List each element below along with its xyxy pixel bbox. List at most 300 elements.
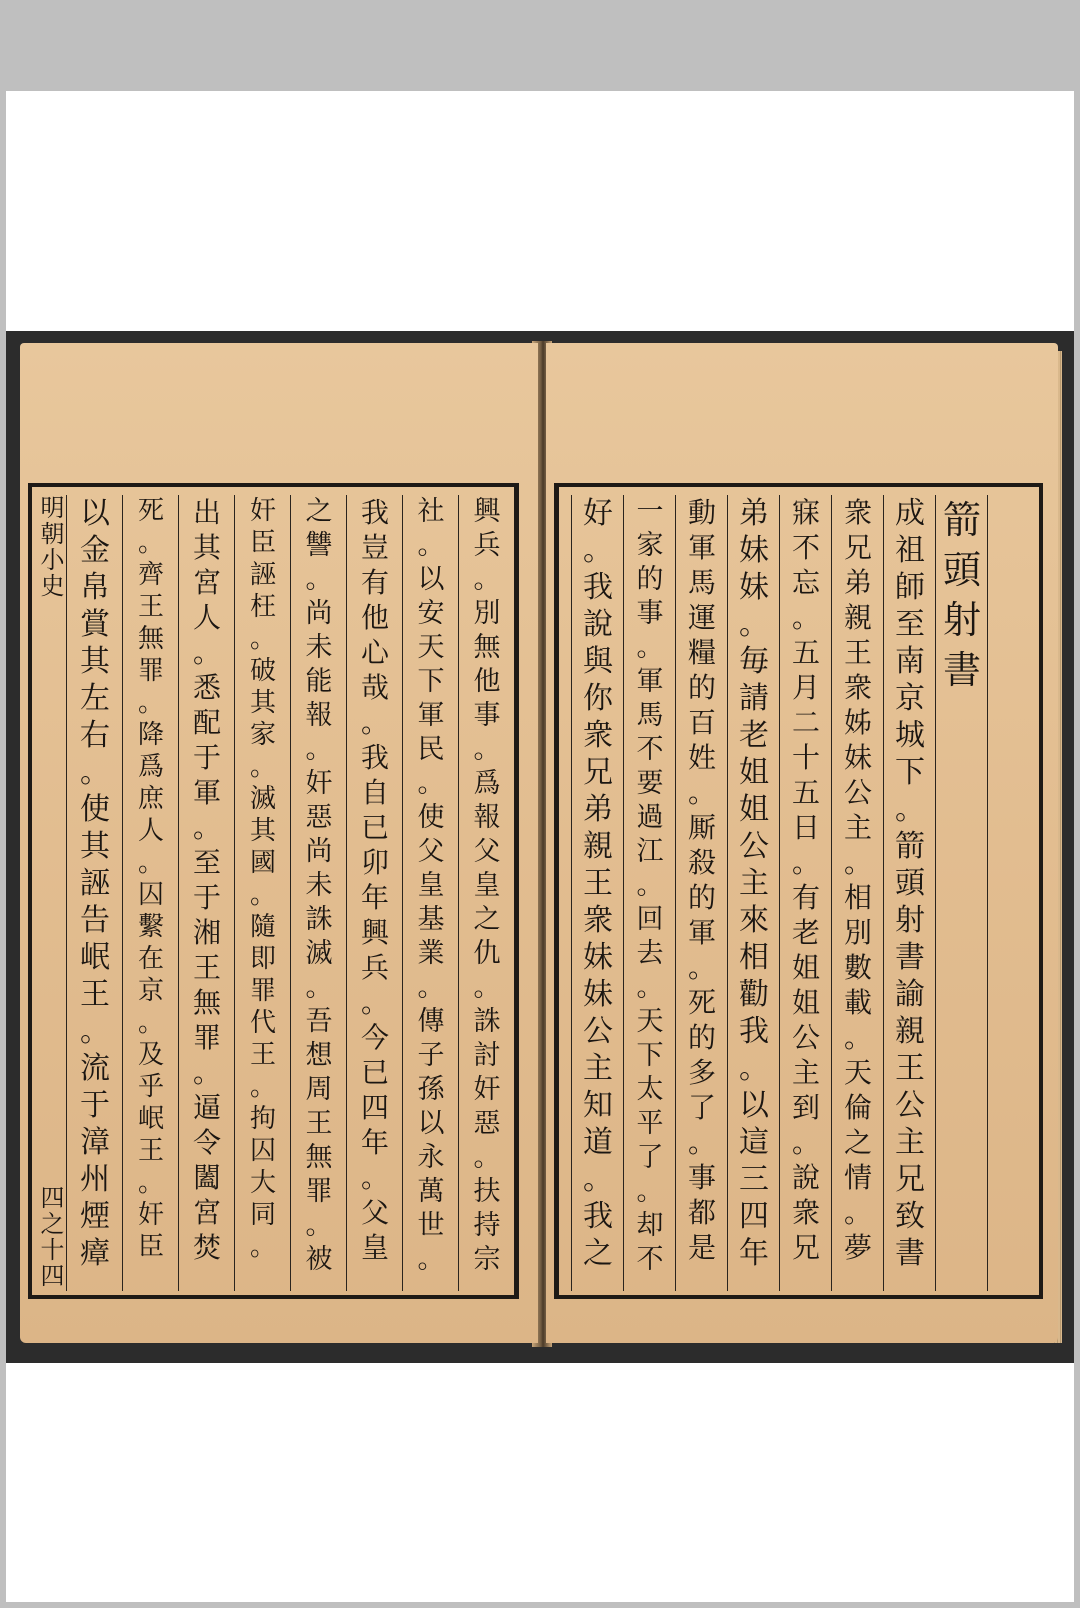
- glyph: 。: [636, 632, 664, 663]
- glyph: 。: [791, 601, 820, 634]
- glyph: 老: [791, 916, 820, 949]
- glyph: 滅: [249, 784, 276, 814]
- glyph: 城: [895, 718, 925, 753]
- glyph: 妹: [843, 741, 872, 774]
- glyph: 相: [739, 940, 769, 975]
- glyph: 出: [192, 496, 221, 529]
- glyph: 。: [417, 1244, 445, 1275]
- glyph: 爲: [473, 768, 501, 799]
- glyph: 毎: [739, 644, 769, 679]
- glyph: 。: [417, 972, 445, 1003]
- glyph: 家: [636, 530, 664, 561]
- glyph: 別: [843, 916, 872, 949]
- glyph: 了: [687, 1091, 716, 1124]
- glyph: 子: [417, 1040, 445, 1071]
- glyph: 書: [942, 648, 981, 692]
- glyph: 王: [895, 1051, 925, 1086]
- right-page: [546, 343, 1058, 1343]
- glyph: 他: [360, 601, 389, 634]
- glyph: 皇: [473, 870, 501, 901]
- glyph: 姐: [791, 986, 820, 1019]
- glyph: 。: [739, 607, 769, 642]
- glyph: 成: [895, 496, 925, 531]
- glyph: 。: [843, 846, 872, 879]
- glyph: 于: [192, 881, 221, 914]
- left-page: [20, 343, 538, 1343]
- glyph: 姐: [739, 792, 769, 827]
- glyph: 。: [473, 734, 501, 765]
- glyph: 流: [80, 1051, 110, 1086]
- glyph: 軍: [687, 916, 716, 949]
- glyph: 國: [249, 848, 276, 878]
- glyph: 配: [192, 706, 221, 739]
- glyph: 姐: [739, 755, 769, 790]
- glyph: 馬: [687, 566, 716, 599]
- glyph: 王: [192, 951, 221, 984]
- glyph: 載: [843, 986, 872, 1019]
- glyph: 主: [583, 1051, 613, 1086]
- book-scan: [6, 331, 1074, 1363]
- glyph: 來: [739, 903, 769, 938]
- glyph: 奸: [249, 496, 276, 526]
- glyph: 同: [249, 1200, 276, 1230]
- glyph: 親: [583, 829, 613, 864]
- glyph: 王: [249, 1040, 276, 1070]
- glyph: 卯: [360, 846, 389, 879]
- glyph: 州: [80, 1162, 110, 1197]
- glyph: 弟: [739, 496, 769, 531]
- glyph: 右: [80, 718, 110, 753]
- glyph: 姓: [687, 741, 716, 774]
- glyph: 之: [843, 1126, 872, 1159]
- glyph: 弟: [583, 792, 613, 827]
- glyph: 軍: [687, 531, 716, 564]
- glyph: 其: [192, 531, 221, 564]
- glyph: 。: [360, 706, 389, 739]
- glyph: 大: [249, 1168, 276, 1198]
- glyph: 頭: [895, 866, 925, 901]
- glyph: 十: [791, 741, 820, 774]
- glyph: 周: [305, 1074, 333, 1105]
- glyph: 哉: [360, 671, 389, 704]
- glyph: 的: [636, 564, 664, 595]
- glyph: 焚: [192, 1231, 221, 1264]
- glyph: 。: [305, 1210, 333, 1241]
- glyph: 衆: [843, 496, 872, 529]
- glyph: 弟: [843, 566, 872, 599]
- glyph: 。: [137, 1008, 164, 1038]
- glyph: 了: [636, 1142, 664, 1173]
- glyph: 好: [583, 496, 613, 531]
- glyph: 。: [687, 776, 716, 809]
- glyph: 未: [305, 870, 333, 901]
- glyph: 衆: [843, 671, 872, 704]
- glyph: 惡: [305, 802, 333, 833]
- glyph: 。: [360, 1161, 389, 1194]
- glyph: 兵: [473, 530, 501, 561]
- glyph: 。: [417, 530, 445, 561]
- glyph: 。: [137, 528, 164, 558]
- glyph: 。: [137, 1168, 164, 1198]
- glyph: 主: [739, 866, 769, 901]
- glyph: 姐: [791, 951, 820, 984]
- glyph: 想: [305, 1040, 333, 1071]
- glyph: 煙: [80, 1199, 110, 1234]
- glyph: 誣: [80, 866, 110, 901]
- glyph: 。: [843, 1196, 872, 1229]
- glyph: 賞: [80, 607, 110, 642]
- glyph: 滅: [305, 938, 333, 969]
- glyph: 奸: [137, 1200, 164, 1230]
- text-column: [883, 495, 936, 1291]
- glyph: 死: [137, 496, 164, 526]
- glyph: 不: [791, 531, 820, 564]
- glyph: 。: [305, 734, 333, 765]
- glyph: 能: [305, 666, 333, 697]
- glyph: 罪: [305, 1176, 333, 1207]
- glyph: 箭: [895, 829, 925, 864]
- glyph: 業: [417, 938, 445, 969]
- text-column: [346, 495, 403, 1291]
- glyph: 數: [843, 951, 872, 984]
- glyph: 。: [360, 986, 389, 1019]
- glyph: 軍: [192, 776, 221, 809]
- glyph: 。: [192, 636, 221, 669]
- glyph: 運: [687, 601, 716, 634]
- glyph: 自: [360, 776, 389, 809]
- glyph: 主: [791, 1056, 820, 1089]
- glyph: 天: [843, 1056, 872, 1089]
- glyph: 一: [636, 496, 664, 527]
- glyph: 去: [636, 938, 664, 969]
- glyph: 宮: [192, 1196, 221, 1229]
- text-column: [727, 495, 780, 1291]
- glyph: 囚: [249, 1136, 276, 1166]
- glyph: 及: [137, 1040, 164, 1070]
- glyph: 祖: [895, 533, 925, 568]
- glyph: 。: [791, 846, 820, 879]
- glyph: 父: [360, 1196, 389, 1229]
- glyph: 年: [360, 1126, 389, 1159]
- text-column: [66, 495, 123, 1291]
- glyph: 。: [636, 870, 664, 901]
- glyph: 使: [80, 792, 110, 827]
- glyph: 。: [791, 1126, 820, 1159]
- glyph: 。: [249, 624, 276, 654]
- glyph: 持: [473, 1210, 501, 1241]
- glyph: 即: [249, 944, 276, 974]
- glyph: 心: [360, 636, 389, 669]
- glyph: 皇: [360, 1231, 389, 1264]
- glyph: 倫: [843, 1091, 872, 1124]
- text-column: [623, 495, 676, 1291]
- glyph: 金: [80, 533, 110, 568]
- glyph: 與: [583, 644, 613, 679]
- glyph: 妹: [739, 533, 769, 568]
- glyph: 以: [417, 564, 445, 595]
- glyph: 興: [473, 496, 501, 527]
- glyph: 世: [417, 1210, 445, 1241]
- glyph: 下: [636, 1040, 664, 1071]
- glyph: 瘴: [80, 1236, 110, 1271]
- glyph: 公: [739, 829, 769, 864]
- text-column: [458, 495, 515, 1291]
- glyph: 回: [636, 904, 664, 935]
- glyph: 臣: [249, 528, 276, 558]
- glyph: 。: [192, 811, 221, 844]
- glyph: 其: [80, 644, 110, 679]
- glyph: 萬: [417, 1176, 445, 1207]
- glyph: 兄: [791, 1231, 820, 1264]
- glyph: 奸: [473, 1074, 501, 1105]
- glyph: 誅: [305, 904, 333, 935]
- glyph: 。: [249, 752, 276, 782]
- glyph: 今: [360, 1021, 389, 1054]
- glyph: 的: [687, 881, 716, 914]
- glyph: 師: [895, 570, 925, 605]
- glyph: 隨: [249, 912, 276, 942]
- glyph: 齊: [137, 560, 164, 590]
- glyph: 父: [417, 836, 445, 867]
- glyph: 頭: [942, 548, 981, 592]
- glyph: 事: [473, 700, 501, 731]
- glyph: 糧: [687, 636, 716, 669]
- glyph: 岷: [137, 1104, 164, 1134]
- text-column: [935, 495, 988, 1291]
- glyph: 。: [80, 755, 110, 790]
- glyph: 姊: [843, 706, 872, 739]
- glyph: 相: [843, 881, 872, 914]
- glyph: 。: [687, 951, 716, 984]
- glyph: 太: [636, 1074, 664, 1105]
- glyph: 事: [636, 598, 664, 629]
- glyph: 罪: [137, 656, 164, 686]
- glyph: 我: [739, 1014, 769, 1049]
- glyph: 安: [417, 598, 445, 629]
- text-column: [675, 495, 728, 1291]
- glyph: 其: [249, 688, 276, 718]
- glyph: 。: [137, 848, 164, 878]
- glyph: 王: [843, 636, 872, 669]
- glyph: 無: [137, 624, 164, 654]
- glyph: 庶: [137, 784, 164, 814]
- glyph: 枉: [249, 592, 276, 622]
- glyph: 百: [687, 706, 716, 739]
- glyph: 誅: [473, 1006, 501, 1037]
- glyph: 有: [791, 881, 820, 914]
- glyph: 。: [137, 688, 164, 718]
- glyph: 民: [417, 734, 445, 765]
- glyph: 悉: [192, 671, 221, 704]
- glyph: 射: [895, 903, 925, 938]
- glyph: 年: [739, 1236, 769, 1271]
- text-column: [290, 495, 347, 1291]
- glyph: 討: [473, 1040, 501, 1071]
- glyph: 的: [687, 671, 716, 704]
- left-text-frame: [28, 483, 519, 1299]
- glyph: 夢: [843, 1231, 872, 1264]
- glyph: 不: [636, 734, 664, 765]
- glyph: 永: [417, 1142, 445, 1173]
- glyph: 的: [687, 1021, 716, 1054]
- glyph: 已: [360, 1056, 389, 1089]
- glyph: 五: [791, 776, 820, 809]
- glyph: 箭: [942, 498, 981, 542]
- glyph: 你: [583, 681, 613, 716]
- glyph: 四: [360, 1091, 389, 1124]
- glyph: 衆: [583, 903, 613, 938]
- glyph: 這: [739, 1125, 769, 1160]
- glyph: 他: [473, 666, 501, 697]
- glyph: 令: [192, 1126, 221, 1159]
- glyph: 。: [192, 1056, 221, 1089]
- glyph: 別: [473, 598, 501, 629]
- glyph: 公: [583, 1014, 613, 1049]
- glyph: 寐: [791, 496, 820, 529]
- glyph: 勸: [739, 977, 769, 1012]
- glyph: 被: [305, 1244, 333, 1275]
- viewer-frame: [6, 91, 1074, 1602]
- glyph: 江: [636, 836, 664, 867]
- glyph: 誣: [249, 560, 276, 590]
- glyph: 日: [791, 811, 820, 844]
- glyph: 左: [80, 681, 110, 716]
- glyph: 至: [192, 846, 221, 879]
- glyph: 在: [137, 944, 164, 974]
- book-title-text: 明朝小史: [36, 495, 64, 599]
- glyph: 我: [360, 496, 389, 529]
- glyph: 年: [360, 881, 389, 914]
- glyph: 漳: [80, 1125, 110, 1160]
- glyph: 尚: [305, 836, 333, 867]
- glyph: 逼: [192, 1091, 221, 1124]
- glyph: 王: [137, 592, 164, 622]
- text-column: [831, 495, 884, 1291]
- glyph: 罪: [249, 976, 276, 1006]
- glyph: 天: [636, 1006, 664, 1037]
- glyph: 情: [843, 1161, 872, 1194]
- folio-number-text: 四之十四: [36, 1185, 64, 1289]
- glyph: 動: [687, 496, 716, 529]
- glyph: 有: [360, 566, 389, 599]
- glyph: 之: [305, 496, 333, 527]
- glyph: 宮: [192, 566, 221, 599]
- glyph: 主: [895, 1125, 925, 1160]
- glyph: 知: [583, 1088, 613, 1123]
- glyph: 豈: [360, 531, 389, 564]
- glyph: 妹: [583, 940, 613, 975]
- glyph: 四: [739, 1199, 769, 1234]
- glyph: 京: [137, 976, 164, 1006]
- glyph: 衆: [791, 1196, 820, 1229]
- glyph: 都: [687, 1196, 716, 1229]
- glyph: 皇: [417, 870, 445, 901]
- glyph: 。: [636, 1176, 664, 1207]
- banner-column: [32, 487, 68, 1295]
- glyph: 南: [895, 644, 925, 679]
- glyph: 讐: [305, 530, 333, 561]
- glyph: 吾: [305, 1006, 333, 1037]
- text-column: [779, 495, 832, 1291]
- glyph: 尚: [305, 598, 333, 629]
- glyph: 使: [417, 802, 445, 833]
- glyph: 無: [305, 1142, 333, 1173]
- glyph: 平: [636, 1108, 664, 1139]
- glyph: 。: [80, 1014, 110, 1049]
- glyph: 兄: [895, 1162, 925, 1197]
- glyph: 孫: [417, 1074, 445, 1105]
- glyph: 殺: [687, 846, 716, 879]
- glyph: 興: [360, 916, 389, 949]
- glyph: 三: [739, 1162, 769, 1197]
- glyph: 却: [636, 1210, 664, 1241]
- glyph: 降: [137, 720, 164, 750]
- glyph: 妹: [583, 977, 613, 1012]
- glyph: 。: [583, 533, 613, 568]
- glyph: 告: [80, 903, 110, 938]
- glyph: 五: [791, 636, 820, 669]
- glyph: 。: [249, 1072, 276, 1102]
- glyph: 破: [249, 656, 276, 686]
- glyph: 王: [137, 1136, 164, 1166]
- text-column: [234, 495, 291, 1291]
- glyph: 到: [791, 1091, 820, 1124]
- text-column: [122, 495, 179, 1291]
- glyph: 臣: [137, 1232, 164, 1262]
- glyph: 衆: [583, 718, 613, 753]
- glyph: 厮: [687, 811, 716, 844]
- glyph: 囚: [137, 880, 164, 910]
- glyph: 老: [739, 718, 769, 753]
- glyph: 仇: [473, 938, 501, 969]
- glyph: 我: [583, 1199, 613, 1234]
- glyph: 。: [417, 768, 445, 799]
- glyph: 二: [791, 706, 820, 739]
- glyph: 基: [417, 904, 445, 935]
- glyph: 京: [895, 681, 925, 716]
- glyph: 湘: [192, 916, 221, 949]
- glyph: 。: [687, 1126, 716, 1159]
- glyph: 妹: [739, 570, 769, 605]
- text-column: [571, 495, 624, 1291]
- glyph: 事: [687, 1161, 716, 1194]
- glyph: 闔: [192, 1161, 221, 1194]
- glyph: 代: [249, 1008, 276, 1038]
- glyph: 王: [80, 977, 110, 1012]
- glyph: 其: [80, 829, 110, 864]
- glyph: 。: [249, 1232, 276, 1262]
- glyph: 王: [583, 866, 613, 901]
- glyph: 親: [843, 601, 872, 634]
- glyph: 以: [739, 1088, 769, 1123]
- glyph: 報: [473, 802, 501, 833]
- glyph: 拘: [249, 1104, 276, 1134]
- glyph: 公: [843, 776, 872, 809]
- glyph: 惡: [473, 1108, 501, 1139]
- folio-number: [32, 1185, 68, 1289]
- glyph: 以: [80, 496, 110, 531]
- glyph: 公: [791, 1021, 820, 1054]
- glyph: 繫: [137, 912, 164, 942]
- glyph: 之: [583, 1236, 613, 1271]
- glyph: 人: [137, 816, 164, 846]
- glyph: 。: [739, 1051, 769, 1086]
- glyph: 奸: [305, 768, 333, 799]
- glyph: 死: [687, 986, 716, 1019]
- glyph: 帛: [80, 570, 110, 605]
- glyph: 公: [895, 1088, 925, 1123]
- glyph: 扶: [473, 1176, 501, 1207]
